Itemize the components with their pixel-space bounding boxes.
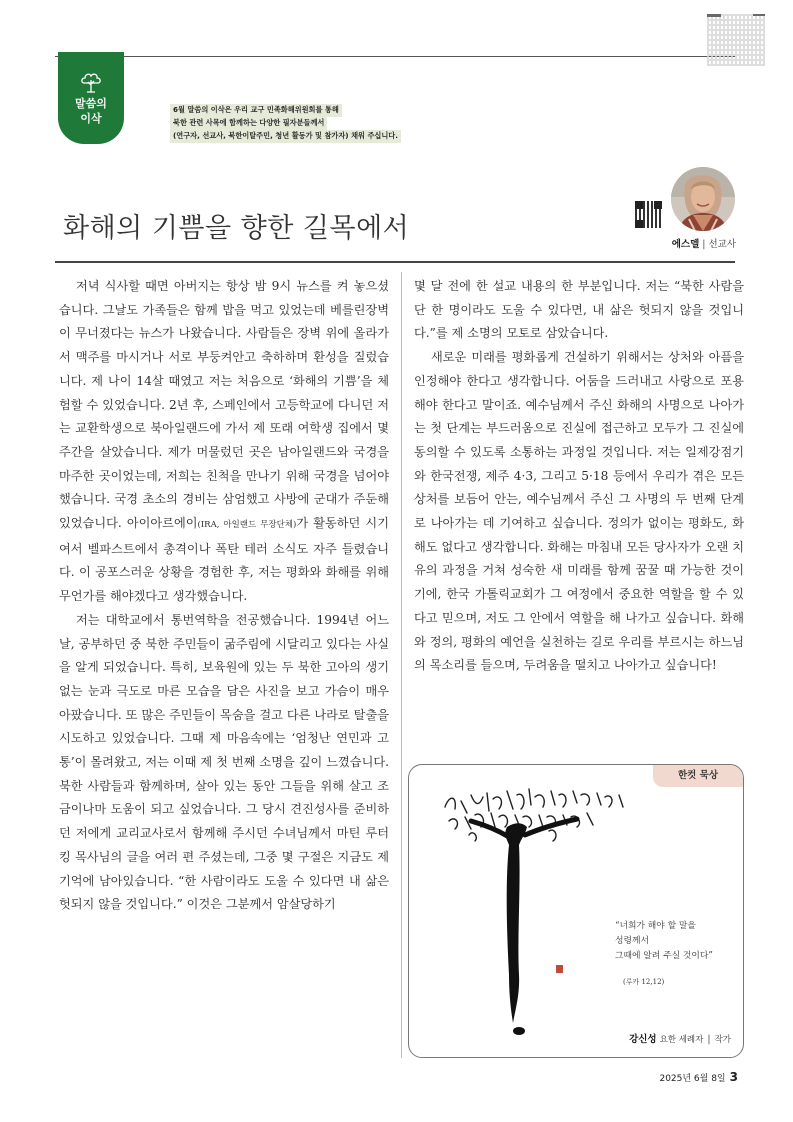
body-right-column — [414, 275, 744, 678]
artist-credit — [629, 1031, 731, 1045]
column-divider — [401, 272, 402, 1058]
page-footer — [600, 1070, 738, 1084]
intro-line: (연구자, 선교사, 북한이탈주민, 청년 활동가 및 참가자) 채워 주십니다. — [170, 130, 401, 143]
artist-role: 작가 — [714, 1035, 731, 1045]
intro-line: 북한 관련 사목에 함께하는 다양한 필자분들께서 — [170, 117, 327, 130]
card-quote: “너희가 해야 할 말을 성령께서 그때에 알려 주실 것이다” — [615, 921, 713, 961]
author-byline — [636, 236, 736, 250]
meditation-card — [408, 764, 744, 1058]
author-avatar — [671, 167, 735, 231]
paragraph: 저는 대학교에서 통번역학을 전공했습니다. 1994년 어느 날, 공부하던 중 북한 주민들이 굶주림에 시달리고 있다는 사실을 알게 되었습니다. 특히, 보육원에 있는 두 북한 고아의 생기 없는 눈과 극도로 마른 모습을 담은 사진을 보고 가슴이 매우 아팠습니다. 또 많은 주민들이 목숨을 걸고 다른 나라로 탈출을 시도하고 있었습니다. 그때 제 마음속에는 ‘엄청난 연민과 고통’이 몰려왔고, 저는 이때 제 첫 번째 소명을 깊이 느꼈습니다. 북한 사람들과 함께하며, 살아 있는 동안 그들을 위해 살고 조금이나마 도움이 되고 싶었습니다. 그 당시 견진성사를 준비하던 저에게 교리교사로서 함께해 주시던 수녀님께서 마틴 루터 킹 목사님의 글을 여러 편 주셨는데, 그중 몇 구절은 지금도 제 기억에 남아있습니다. “한 사람이라도 도울 수 있다면 내 삶은 헛되지 않을 것입니다.” 이것은 그분께서 암살당하기 — [59, 612, 389, 912]
author-role: 선교사 — [708, 239, 736, 250]
card-quote-source: (루카 12,12) — [623, 978, 665, 986]
byline-separator: | — [702, 239, 706, 250]
paragraph: 몇 달 전에 한 설교 내용의 한 부분입니다. 저는 “북한 사람을 단 한 명이라도 도울 수 있다면, 내 삶은 헛되지 않을 것입니다.”를 제 소명의 모토로 삼았습니다. — [414, 279, 744, 341]
paragraph-text: 저녁 식사할 때면 아버지는 항상 밤 9시 뉴스를 켜 놓으셨습니다. 그날도 가족들은 함께 밥을 먹고 있었는데 베를린장벽이 무너졌다는 뉴스가 나왔습니다. 사람들은 장벽 위에 올라가서 맥주를 마시거나 서로 부둥켜안고 축하하며 환성을 질렀습니다. 제 나이 14살 때였고 저는 처음으로 ‘화해의 기쁨’을 체험할 수 있었습니다. 2년 후, 스페인에서 고등학교에 다니던 저는 교환학생으로 북아일랜드에 가서 제 또래 여학생 집에서 몇 주간을 살았습니다. 제가 머물렀던 곳은 남아일랜드와 국경을 마주한 곳이었는데, 저희는 친척을 만나기 위해 국경을 넘어야 했습니다. 국경 초소의 경비는 삼엄했고 사방에 군대가 주둔해 있었습니다. 아이아르에이 — [59, 279, 389, 531]
paragraph-text: 가 활동하던 시기여서 벨파스트에서 총격이나 폭탄 테러 소식도 자주 들렸습니다. 이 공포스러운 상황을 경험한 후, 저는 평화와 화해를 위해 무언가를 해야겠다고 생각했습니다. — [59, 516, 389, 604]
paragraph — [59, 275, 389, 609]
issue-date: 2025년 6월 8일 — [659, 1074, 726, 1084]
article-title: 화해의 기쁨을 향한 길목에서 — [63, 213, 410, 244]
calligraphy-artwork — [409, 765, 743, 1057]
intro-line: 6월 말씀의 이삭은 우리 교구 민족화해위원회를 통해 — [170, 104, 342, 117]
header-rule — [55, 56, 735, 57]
body-left-column — [59, 275, 389, 917]
tree-icon — [79, 72, 103, 94]
paragraph-note: (IRA, 아일랜드 무장단체) — [197, 520, 297, 531]
artist-affiliation: 요한 세례자 — [659, 1035, 704, 1045]
intro-note — [170, 104, 401, 143]
artist-name: 강신성 — [629, 1034, 657, 1045]
credit-separator: | — [707, 1034, 711, 1045]
qr-code-icon — [635, 201, 662, 228]
series-name: 말씀의 이삭 — [75, 97, 107, 125]
corner-qr-icon — [707, 14, 765, 66]
author-name: 에스델 — [671, 239, 700, 250]
card-tab-label: 한컷 묵상 — [653, 765, 743, 787]
paragraph: 새로운 미래를 평화롭게 건설하기 위해서는 상처와 아픔을 인정해야 한다고 생각합니다. 어둠을 드러내고 사랑으로 포용해야 한다고 말이죠. 예수님께서 주신 화해의 사명으로 나아가는 첫 단계는 부드러움으로 진실에 접근하고 모두가 그 진실에 동의할 수 있도록 소통하는 과정일 것입니다. 저는 일제강점기와 한국전쟁, 제주 4·3, 그리고 5·18 등에서 우리가 겪은 모든 상처를 보듬어 안는, 예수님께서 주신 그 사명의 두 번째 단계로 나아가는 데 기여하고 싶습니다. 정의가 없이는 평화도, 화해도 없다고 생각합니다. 화해는 마침내 모든 당사자가 오랜 치유의 과정을 거쳐 성숙한 새 미래를 함께 꿈꿀 때 가능한 것이기에, 한국 가톨릭교회가 그 여정에서 중요한 역할을 할 수 있다고 믿으며, 저도 그 안에서 역할을 해 나가고 싶습니다. 화해와 정의, 평화의 예언을 실천하는 길로 우리를 부르시는 하느님의 목소리를 들으며, 두려움을 떨치고 나아가고 싶습니다! — [414, 350, 744, 673]
title-rule — [55, 261, 735, 263]
page-number: 3 — [729, 1070, 738, 1084]
series-badge — [58, 52, 124, 144]
